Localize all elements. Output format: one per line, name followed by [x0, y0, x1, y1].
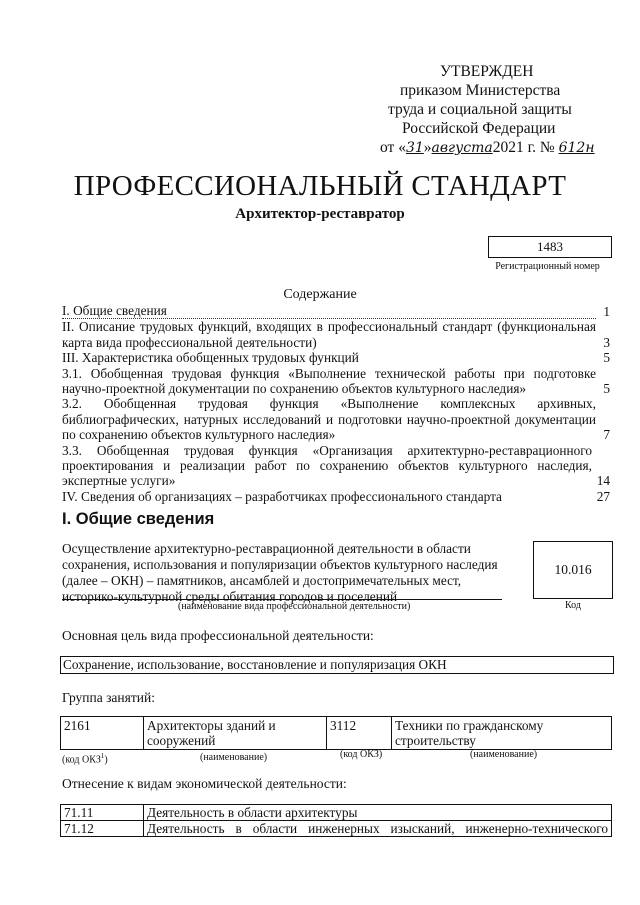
- okved-name: Деятельность в области архитектуры: [144, 805, 612, 821]
- toc-item-page: 5: [603, 381, 610, 397]
- table-row: [61, 805, 612, 821]
- okved-code: 71.11: [61, 805, 144, 821]
- toc-item-text: IV. Сведения об организациях – разработчиках профессионального стандарта: [62, 488, 502, 504]
- order-number: 612н: [558, 140, 595, 156]
- toc-item[interactable]: [62, 350, 610, 365]
- toc-item[interactable]: [62, 366, 610, 397]
- code-caption: Код: [565, 600, 581, 611]
- toc-item[interactable]: [62, 443, 610, 489]
- okved-code: 71.12: [61, 821, 144, 837]
- toc-item-page: 1: [603, 304, 610, 319]
- approval-line-2: приказом Министерства: [400, 82, 561, 99]
- date-sep: »: [423, 139, 432, 156]
- group-caption-code2: (код ОКЗ): [340, 749, 383, 760]
- okved-table: [60, 804, 612, 837]
- activity-line: (далее – ОКН) – памятников, ансамблей и достопримечательных мест,: [62, 573, 462, 588]
- date-year: 2021 г. №: [492, 139, 555, 156]
- group-caption-code1: (код ОКЗ$^1$): [62, 752, 108, 766]
- toc-item-text: III. Характеристика обобщенных трудовых функций: [62, 350, 359, 366]
- approval-date-line: [380, 138, 620, 158]
- group-caption-name2: (наименование): [470, 749, 538, 760]
- toc-item[interactable]: [62, 303, 610, 319]
- footnote-marker: 1: [100, 752, 105, 760]
- table-row: [61, 717, 612, 750]
- activity-caption: (наименование вида профессиональной деятельности): [178, 601, 411, 612]
- toc-item-page: 3: [603, 334, 610, 350]
- group-caption-name1: (наименование): [200, 752, 268, 763]
- goal-label: Основная цель вида профессиональной деятельности:: [62, 628, 374, 643]
- table-row: [61, 821, 612, 837]
- okved-name: Деятельность в области инженерных изысканий, инженерно-технического: [144, 821, 612, 837]
- group-name: Архитекторы зданий и сооружений: [144, 717, 327, 750]
- toc-item-page: 14: [596, 473, 610, 489]
- approval-block: [380, 62, 620, 158]
- goal-text: Сохранение, использование, восстановление и популяризация ОКН: [63, 657, 447, 672]
- activity-code: 10.016: [554, 562, 592, 577]
- activity-code-box: [533, 541, 613, 599]
- date-day: 31: [405, 140, 424, 156]
- occupation-groups-table: [60, 716, 612, 750]
- group-label: Группа занятий:: [62, 690, 155, 705]
- date-month: августа: [431, 140, 493, 156]
- goal-box: [60, 656, 614, 674]
- toc-item-text: I. Общие сведения: [62, 303, 596, 319]
- activity-underline: [62, 599, 502, 600]
- registration-label: Регистрационный номер: [495, 261, 600, 272]
- toc-item[interactable]: [62, 396, 610, 442]
- table-of-contents: [62, 303, 610, 504]
- okved-label: Отнесение к видам экономической деятельности:: [62, 776, 347, 791]
- group-code: 3112: [327, 717, 392, 750]
- toc-item-text: II. Описание трудовых функций, входящих в профессиональный стандарт (функциональная карта вида профессиональной деятельности): [62, 319, 596, 350]
- activity-line: историко-культурной среды обитания городов и поселений: [62, 589, 398, 604]
- approval-line-3: труда и социальной защиты: [388, 101, 572, 118]
- approval-line-4: Российской Федерации: [402, 120, 556, 137]
- toc-item-text: 3.1. Обобщенная трудовая функция «Выполнение технической работы при подготовке научно-проектной документации по сохранению объектов культурного наследия»: [62, 365, 596, 397]
- toc-item-page: 7: [603, 427, 610, 443]
- registration-number-box: [488, 236, 612, 258]
- group-name: Техники по гражданскому строительству: [392, 717, 612, 750]
- activity-name: [62, 541, 517, 605]
- document-subtitle: Архитектор-реставратор: [235, 206, 405, 222]
- toc-item-page: 27: [596, 488, 610, 504]
- toc-item-text: 3.2. Обобщенная трудовая функция «Выполнение комплексных архивных, библиографических, натурных исследований и подготовки научно-проектной документации по сохранению объектов культурного наследия»: [62, 396, 596, 443]
- document-title: ПРОФЕССИОНАЛЬНЫЙ СТАНДАРТ: [73, 170, 567, 202]
- date-prefix: от «: [380, 139, 406, 156]
- activity-line: сохранения, использования и популяризации объектов культурного наследия: [62, 557, 498, 572]
- toc-heading: Содержание: [283, 287, 357, 302]
- toc-item-text: 3.3. Обобщенная трудовая функция «Организация архитектурно-реставрационного проектирования и реализации работ по сохранению объектов культурного наследия, экспертные услуги»: [62, 442, 592, 489]
- activity-line: Осуществление архитектурно-реставрационной деятельности в области: [62, 541, 471, 556]
- approval-line-1: УТВЕРЖДЕН: [440, 63, 534, 80]
- section-heading: I. Общие сведения: [62, 510, 215, 528]
- toc-item-page: 5: [603, 350, 610, 366]
- registration-number: 1483: [537, 239, 563, 254]
- group-code: 2161: [61, 717, 144, 750]
- toc-item[interactable]: [62, 489, 610, 504]
- toc-item[interactable]: [62, 319, 610, 350]
